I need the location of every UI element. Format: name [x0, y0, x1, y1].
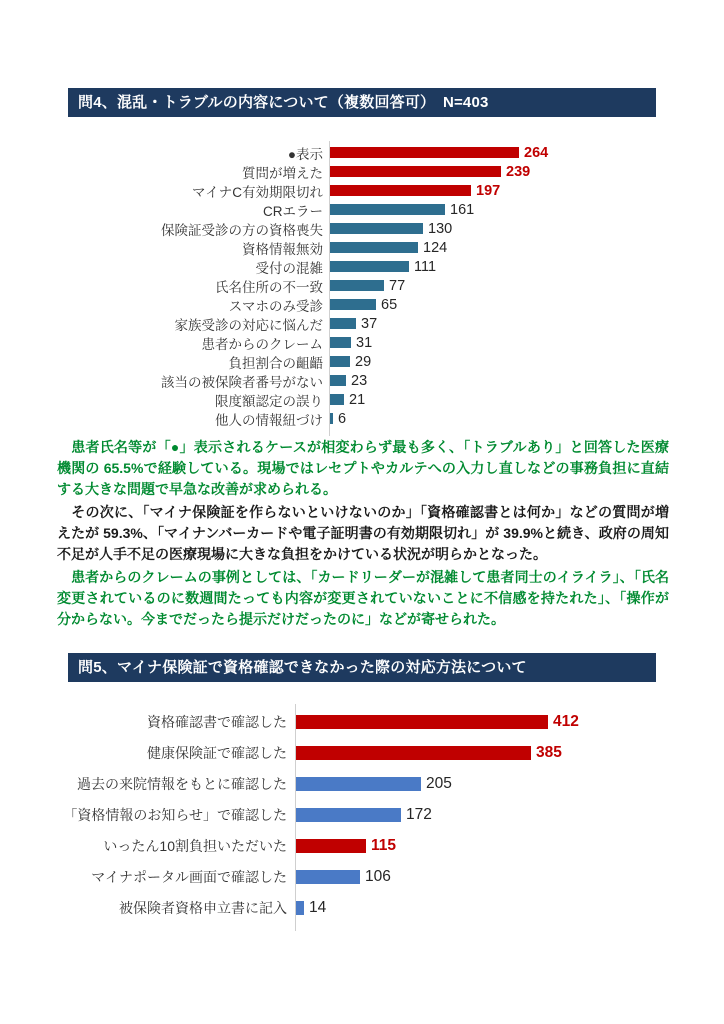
chart-bar	[295, 808, 401, 822]
chart-category-label: マイナC有効期限切れ	[192, 184, 323, 200]
chart-value-label: 31	[356, 334, 373, 351]
chart-value-label: 23	[351, 372, 368, 389]
chart-category-label: 限度額認定の誤り	[215, 393, 323, 409]
chart-value-label: 124	[423, 239, 448, 256]
chart-value-label: 106	[365, 867, 391, 885]
chart-bar	[329, 166, 501, 177]
chart-bar-area	[295, 899, 672, 917]
chart-bar-area	[329, 297, 672, 313]
chart-bar-area	[329, 164, 672, 180]
chart-bar-area	[329, 259, 672, 275]
chart-bar-area	[329, 183, 672, 199]
chart-category-label: 他人の情報紐づけ	[215, 412, 323, 428]
chart-category-label: 資格情報無効	[242, 241, 323, 257]
chart-bar	[329, 280, 384, 291]
chart-category-label: 保険証受診の方の資格喪失	[161, 222, 323, 238]
chart-category-label: 「資格情報のお知らせ」で確認した	[63, 806, 287, 823]
chart-value-label: 14	[309, 898, 327, 916]
chart-bar-area	[295, 713, 672, 731]
chart-row	[57, 276, 672, 295]
chart-category-label: 健康保険証で確認した	[147, 744, 287, 761]
chart-row	[57, 238, 672, 257]
chart-bar-area	[295, 775, 672, 793]
chart-row	[57, 257, 672, 276]
chart-row	[57, 737, 672, 768]
chart-value-label: 6	[338, 410, 347, 427]
chart-bar	[295, 901, 304, 915]
chart-bar-area	[329, 354, 672, 370]
chart-value-label: 29	[355, 353, 372, 370]
q4-bar-chart	[57, 143, 672, 428]
chart-bar	[295, 839, 366, 853]
chart-bar	[329, 261, 409, 272]
chart-category-label: 受付の混雑	[255, 260, 323, 276]
chart-value-label: 412	[553, 712, 579, 730]
chart-bar-area	[295, 744, 672, 762]
chart-value-label: 65	[381, 296, 398, 313]
chart-value-label: 161	[450, 201, 475, 218]
chart-bar	[329, 185, 471, 196]
section-q4-header: 問4、混乱・トラブルの内容について（複数回答可） N=403	[68, 88, 656, 117]
commentary-block	[57, 437, 669, 632]
chart-bar	[295, 715, 548, 729]
chart-category-label: いったん10割負担いただいた	[103, 837, 287, 854]
chart-bar	[329, 223, 423, 234]
commentary-paragraph-3: 患者からのクレームの事例としては、「カードリーダーが混雑して患者同士のイライラ」、「氏名変更されているのに数週間たっても内容が変更されていないことに不信感を持たれた」、「操作が分からない。今までだったら提示だけだったのに」などが寄せられた。	[57, 569, 669, 627]
chart-row	[57, 861, 672, 892]
chart-bar-area	[295, 806, 672, 824]
chart-row	[57, 181, 672, 200]
chart-bar-area	[329, 373, 672, 389]
chart-value-label: 130	[428, 220, 453, 237]
chart-row	[57, 892, 672, 923]
commentary-paragraph-1: 患者氏名等が「●」表示されるケースが相変わらず最も多く、「トラブルあり」と回答した医療機関の 65.5%で経験している。現場ではレセプトやカルテへの入力し直しなどの事務負担に直結する大きな問題で早急な改善が求められる。	[57, 439, 669, 497]
chart-bar	[329, 204, 445, 215]
chart-row	[57, 314, 672, 333]
chart-row	[57, 706, 672, 737]
chart-value-label: 115	[371, 836, 397, 854]
chart-row	[57, 371, 672, 390]
chart-value-label: 205	[426, 774, 452, 792]
chart-row	[57, 830, 672, 861]
chart-row	[57, 143, 672, 162]
chart-category-label: 過去の来院情報をもとに確認した	[77, 775, 287, 792]
chart-value-label: 172	[406, 805, 432, 823]
chart-row	[57, 352, 672, 371]
chart-category-label: 資格確認書で確認した	[147, 713, 287, 730]
chart-category-label: 質問が増えた	[242, 165, 323, 181]
section-q5-header: 問5、マイナ保険証で資格確認できなかった際の対応方法について	[68, 653, 656, 682]
chart-bar	[295, 777, 421, 791]
chart-category-label: マイナポータル画面で確認した	[91, 868, 287, 885]
chart-bar	[329, 394, 344, 405]
chart-row	[57, 295, 672, 314]
chart-value-label: 21	[349, 391, 366, 408]
chart-value-label: 385	[536, 743, 562, 761]
chart-bar-area	[329, 335, 672, 351]
chart-bar	[329, 147, 519, 158]
chart-bar-area	[329, 278, 672, 294]
commentary-paragraph-2: その次に、「マイナ保険証を作らないといけないのか」「資格確認書とは何か」などの質問が増えたが 59.3%、「マイナンバーカードや電子証明書の有効期限切れ」が 39.9%と続き、政府の周知不足が人手不足の医療現場に大きな負担をかけている状況が明らかとなった。	[57, 504, 669, 562]
chart-value-label: 77	[389, 277, 406, 294]
chart-category-label: 該当の被保険者番号がない	[161, 374, 323, 390]
chart-row	[57, 390, 672, 409]
chart-category-label: 氏名住所の不一致	[215, 279, 323, 295]
chart-bar-area	[295, 837, 672, 855]
chart-bar	[329, 242, 418, 253]
chart-bar-area	[329, 316, 672, 332]
chart-category-label: 被保険者資格申立書に記入	[119, 899, 287, 916]
chart-bar-area	[295, 868, 672, 886]
chart-value-label: 197	[476, 182, 501, 199]
chart-bar	[295, 870, 360, 884]
chart-bar	[329, 337, 351, 348]
chart-row	[57, 333, 672, 352]
chart-category-label: 負担割合の齟齬	[228, 355, 323, 371]
chart-value-label: 111	[414, 258, 437, 275]
chart-bar-area	[329, 145, 672, 161]
chart-row	[57, 200, 672, 219]
chart-bar-area	[329, 202, 672, 218]
chart-value-label: 239	[506, 163, 531, 180]
chart-category-label: スマホのみ受診	[228, 298, 323, 314]
chart-bar-area	[329, 392, 672, 408]
chart-bar	[329, 318, 356, 329]
chart-row	[57, 162, 672, 181]
chart-value-label: 37	[361, 315, 378, 332]
chart-value-label: 264	[524, 144, 549, 161]
chart-bar-area	[329, 221, 672, 237]
chart-category-label: CRエラー	[263, 203, 323, 219]
chart-bar	[329, 299, 376, 310]
chart-bar-area	[329, 240, 672, 256]
chart-category-label: 家族受診の対応に悩んだ	[174, 317, 323, 333]
chart-row	[57, 219, 672, 238]
chart-bar	[329, 413, 333, 424]
chart-bar	[295, 746, 531, 760]
chart-bar	[329, 356, 350, 367]
chart-row	[57, 768, 672, 799]
chart-row	[57, 409, 672, 428]
chart-bar	[329, 375, 346, 386]
q5-bar-chart	[57, 706, 672, 923]
chart-category-label: ●表示	[287, 146, 323, 162]
chart-bar-area	[329, 411, 672, 427]
chart-row	[57, 799, 672, 830]
chart-category-label: 患者からのクレーム	[201, 336, 323, 352]
